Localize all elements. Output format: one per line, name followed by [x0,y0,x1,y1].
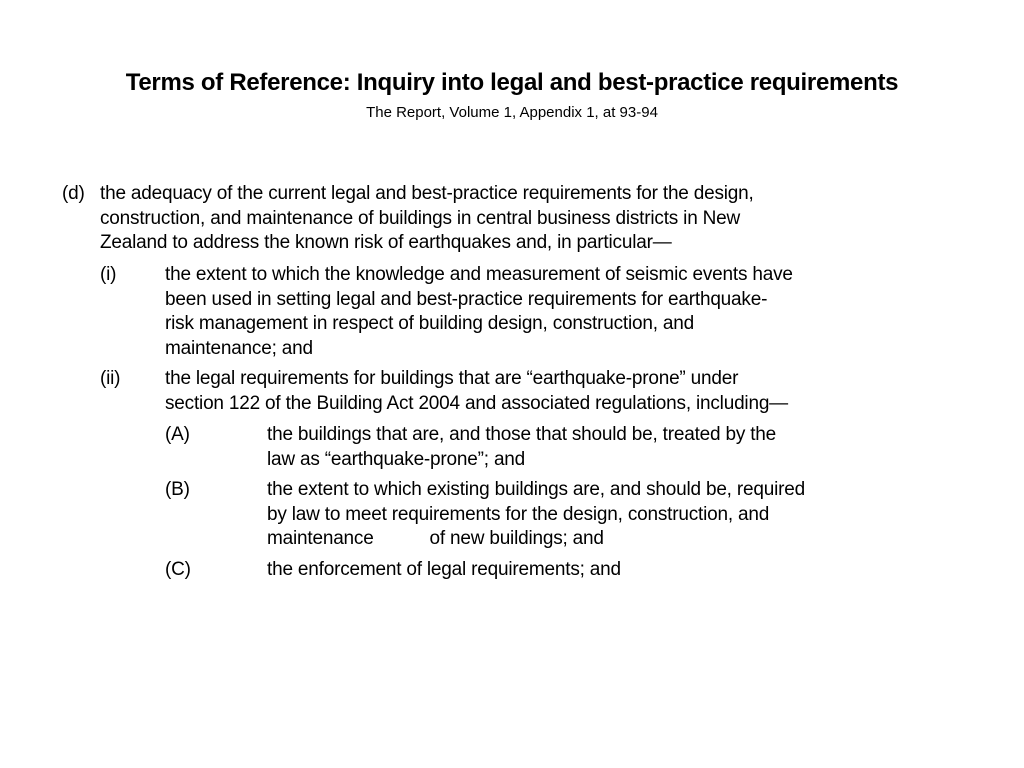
clause-b-text [267,478,805,552]
clause-i-line: the extent to which the knowledge and measurement of seismic events have [165,264,793,285]
clause-a-text [267,423,776,472]
clause-ii-line: section 122 of the Building Act 2004 and associated regulations, including— [165,392,788,414]
clause-i-label: (i) [100,264,117,285]
slide-subtitle: The Report, Volume 1, Appendix 1, at 93-94 [366,104,658,121]
clause-i-line: maintenance; and [165,337,313,359]
clause-d-label: (d) [62,183,85,204]
clause-d-line: construction, and maintenance of buildings in central business districts in New [100,207,741,229]
clause-d-line: the adequacy of the current legal and best-practice requirements for the design, [100,183,754,204]
clause-b-label: (B) [165,479,190,500]
clause-c-label: (C) [165,559,191,580]
slide-title: Terms of Reference: Inquiry into legal and best-practice requirements [125,69,899,96]
clause-b-line: by law to meet requirements for the design, construction, and [267,503,770,525]
clause-d-line: Zealand to address the known risk of earthquakes and, in particular— [100,232,672,253]
clause-i-text [165,263,793,361]
clause-i-line: been used in setting legal and best-practice requirements for earthquake- [165,288,768,310]
clause-b-line: maintenance of new buildings; and [267,528,604,549]
clause-a-line: the buildings that are, and those that should be, treated by the [267,424,777,445]
clause-i-line: risk management in respect of building design, construction, and [165,313,695,334]
clause-ii-text [165,367,788,416]
clause-d-text [100,182,754,256]
clause-c-text [267,558,621,583]
clause-ii-label: (ii) [100,368,121,389]
clause-a-line: law as “earthquake-prone”; and [267,448,526,470]
clause-ii-line: the legal requirements for buildings that are “earthquake-prone” under [165,368,739,389]
clause-b-line: the extent to which existing buildings are, and should be, required [267,479,805,500]
clause-c-line: the enforcement of legal requirements; and [267,559,621,580]
clause-a-label: (A) [165,424,190,445]
